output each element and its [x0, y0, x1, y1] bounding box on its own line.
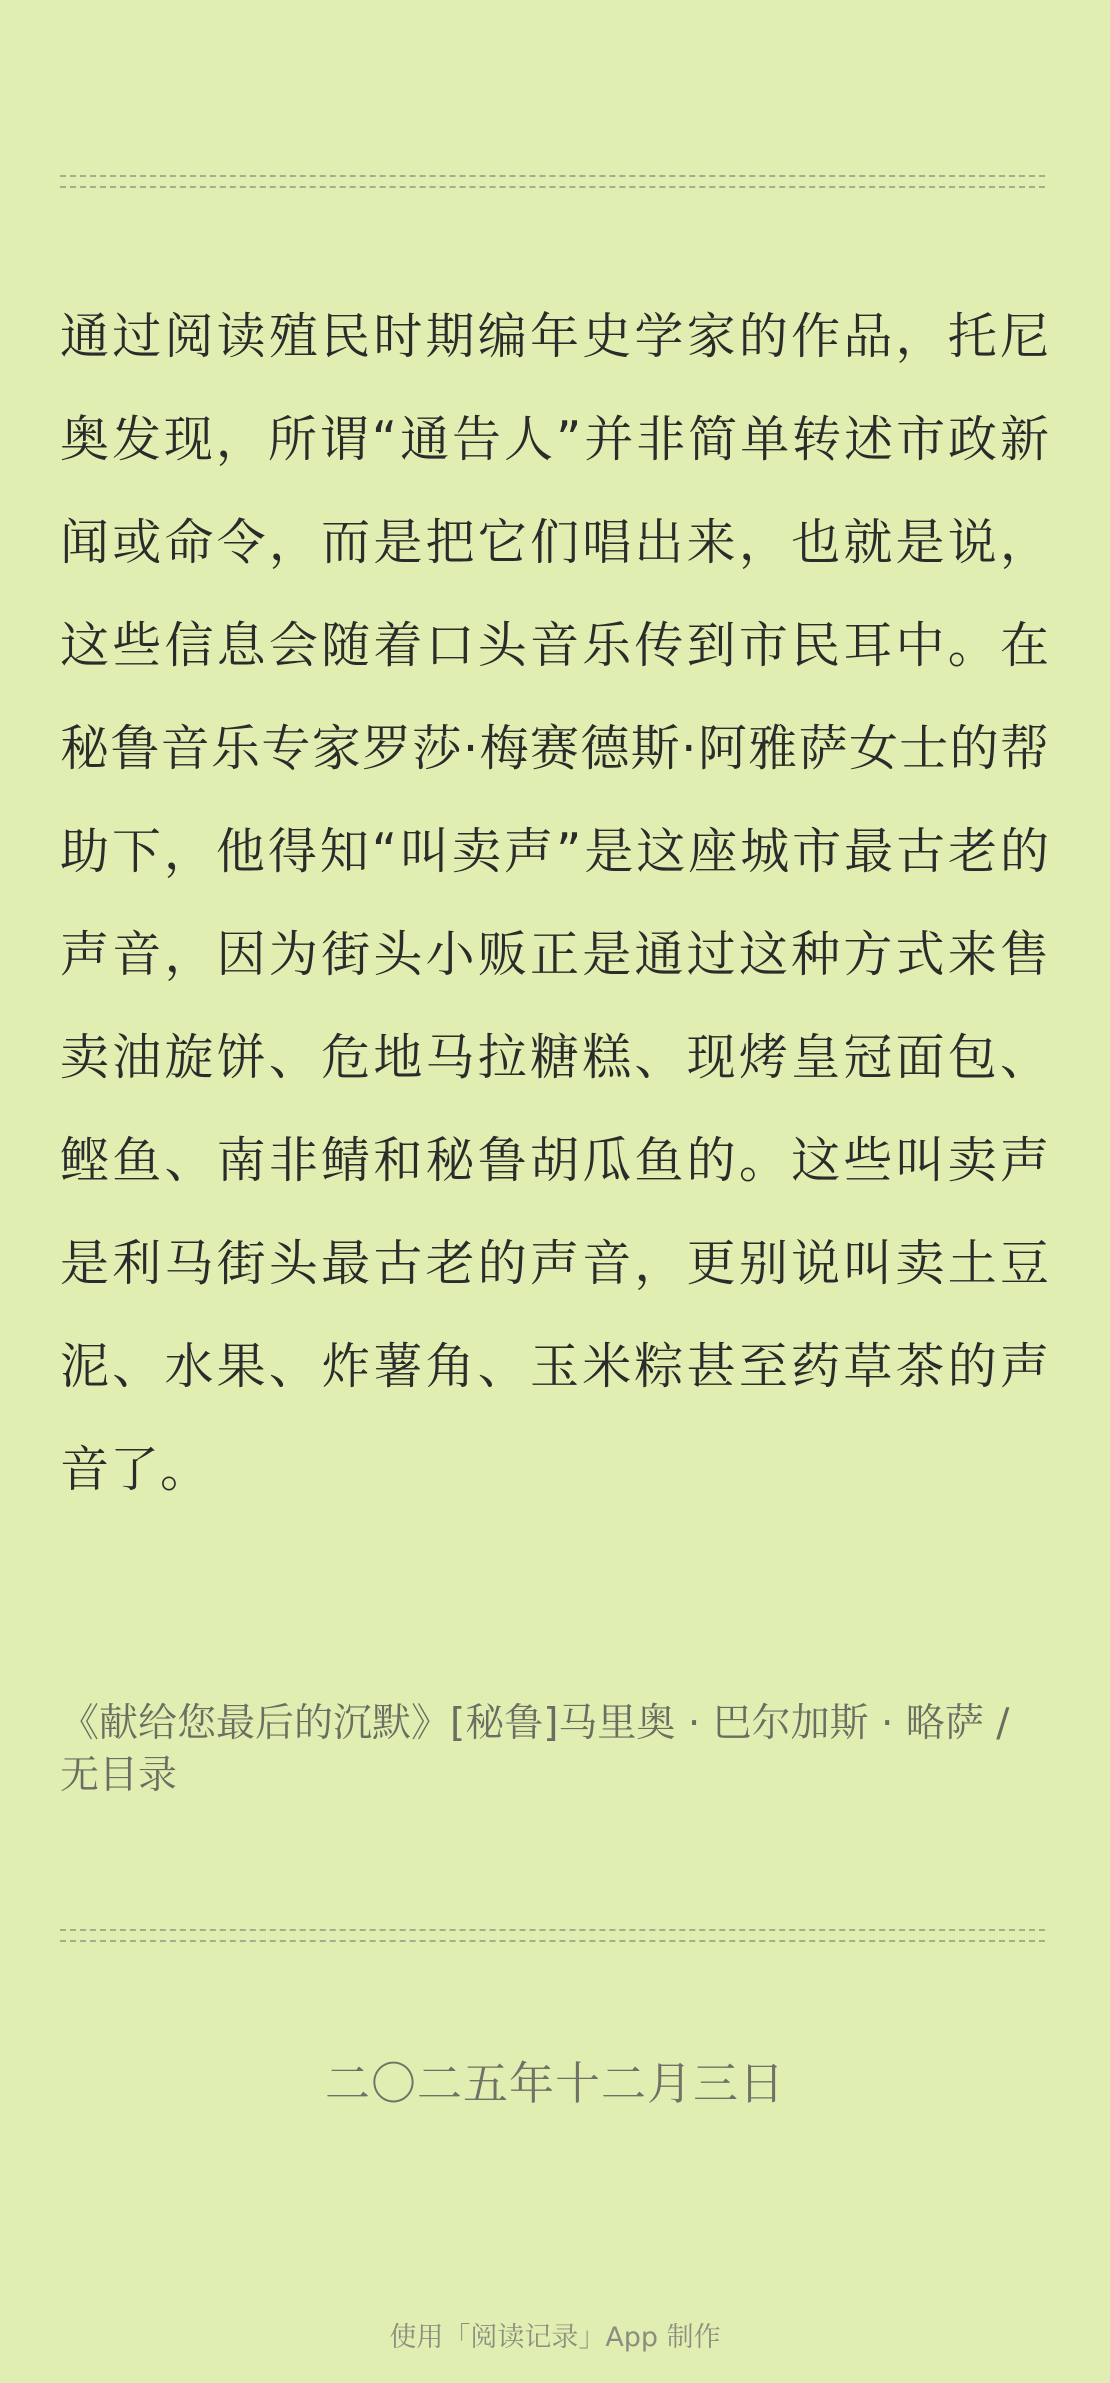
top-dashed-divider — [60, 175, 1045, 188]
bottom-dashed-divider — [60, 1929, 1045, 1942]
book-source: 《献给您最后的沉默》[秘鲁]马里奥 · 巴尔加斯 · 略萨 / 无目录 — [60, 1701, 1010, 1798]
app-credit-footer: 使用「阅读记录」App 制作 — [389, 2322, 721, 2353]
quote-text: 通过阅读殖民时期编年史学家的作品，托尼奥发现，所谓“通告人”并非简单转述市政新闻或命令，而是把它们唱出来，也就是说，这些信息会随着口头音乐传到市民耳中。在秘鲁音乐专家罗莎·梅赛德斯·阿雅萨女士的帮助下，他得知“叫卖声”是这座城市最古老的声音，因为街头小贩正是通过这种方式来售卖油旋饼、危地马拉糖糕、现烤皇冠面包、鲣鱼、南非鲭和秘鲁胡瓜鱼的。这些叫卖声是利马街头最古老的声音，更别说叫卖土豆泥、水果、炸薯角、玉米粽甚至药草茶的声音了。 — [60, 308, 1050, 1498]
record-date: 二〇二五年十二月三日 — [324, 2057, 785, 2110]
